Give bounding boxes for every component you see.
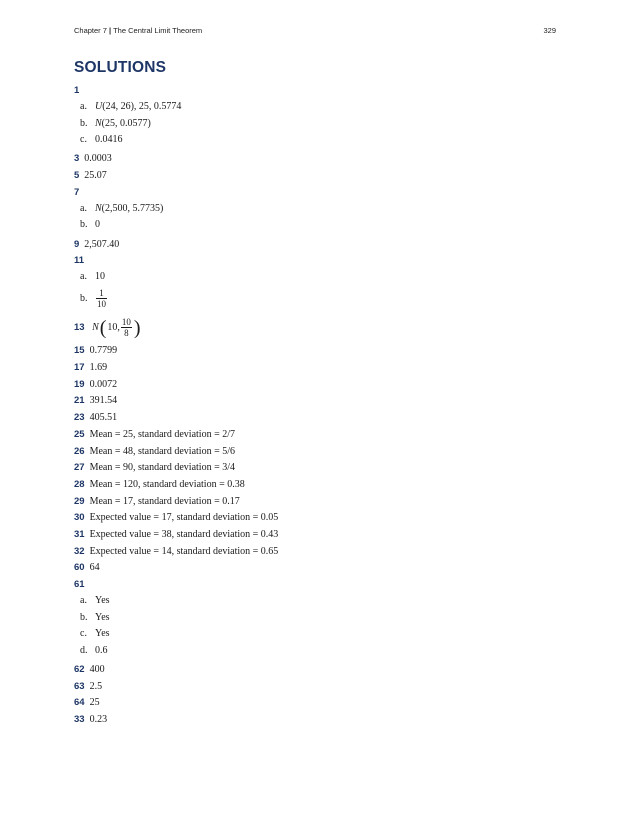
answer-text: (25, 0.0577) xyxy=(101,117,151,129)
solution-7 xyxy=(74,186,554,234)
solution-number: 32 xyxy=(74,545,85,557)
solution-13 xyxy=(74,315,554,341)
solution-number: 7 xyxy=(74,186,80,198)
solution-28 xyxy=(74,478,554,491)
answer-text: Mean = 90, standard deviation = 3/4 xyxy=(89,462,235,474)
solution-9 xyxy=(74,238,554,251)
solution-number: 28 xyxy=(74,478,85,490)
sub-answer xyxy=(74,593,554,610)
answer-text: 0.23 xyxy=(89,714,108,726)
sub-letter: a. xyxy=(80,271,87,283)
fraction xyxy=(96,288,107,309)
solution-number: 30 xyxy=(74,512,85,524)
section-heading: SOLUTIONS xyxy=(74,59,167,76)
sub-answer xyxy=(74,217,554,234)
answer-text: 1.69 xyxy=(89,362,108,374)
solution-number: 25 xyxy=(74,428,85,440)
sub-answer xyxy=(74,132,554,149)
solution-64 xyxy=(74,696,554,709)
answer-text: 391.54 xyxy=(89,395,118,407)
answer-text: 0.0416 xyxy=(95,134,123,146)
solution-32 xyxy=(74,545,554,558)
answer-text: 2.5 xyxy=(89,680,103,692)
sub-letter: b. xyxy=(80,117,88,129)
answer-text: Mean = 25, standard deviation = 2/7 xyxy=(89,428,235,440)
sub-answer xyxy=(74,201,554,218)
answer-text: 10 xyxy=(95,271,105,283)
distribution-symbol: N xyxy=(95,117,102,129)
sub-answer xyxy=(74,99,554,116)
solution-11 xyxy=(74,254,554,311)
solution-number: 3 xyxy=(74,153,80,165)
answer-text: Yes xyxy=(95,611,110,623)
answer-text: 0.6 xyxy=(95,644,108,656)
normal-distribution-expression xyxy=(92,315,142,341)
solution-number: 17 xyxy=(74,362,85,374)
sub-letter: a. xyxy=(80,595,87,606)
right-paren: ) xyxy=(133,316,141,339)
sub-answer xyxy=(74,269,554,286)
solution-60 xyxy=(74,561,554,574)
sub-letter: b. xyxy=(80,219,88,231)
fraction-denominator: 10 xyxy=(97,299,106,310)
answer-text: Yes xyxy=(95,595,110,606)
solution-number: 15 xyxy=(74,345,85,357)
distribution-symbol: U xyxy=(95,101,103,112)
expression-first-arg: 10, xyxy=(107,321,120,333)
answer-text: 64 xyxy=(89,562,100,574)
sub-letter: b. xyxy=(80,293,88,304)
answer-text: Expected value = 17, standard deviation = 0.05 xyxy=(89,512,279,524)
fraction xyxy=(121,317,132,338)
solution-number: 1 xyxy=(74,85,80,96)
solution-5 xyxy=(74,169,554,182)
solution-number: 60 xyxy=(74,562,85,574)
solution-number: 27 xyxy=(74,462,85,474)
sub-letter: c. xyxy=(80,134,87,146)
solution-3 xyxy=(74,152,554,165)
solution-number: 13 xyxy=(74,321,85,333)
solution-26 xyxy=(74,445,554,458)
solution-31 xyxy=(74,528,554,541)
solution-63 xyxy=(74,680,554,693)
answer-text: Yes xyxy=(95,628,110,640)
answer-text: (2,500, 5.7735) xyxy=(101,202,164,214)
page-number: 329 xyxy=(543,26,556,35)
solution-21 xyxy=(74,394,554,407)
answer-text: 405.51 xyxy=(89,412,118,424)
answer-text: 2,507.40 xyxy=(84,238,120,250)
solution-number: 33 xyxy=(74,714,85,726)
answer-text: Mean = 120, standard deviation = 0.38 xyxy=(89,478,245,490)
distribution-symbol: N xyxy=(95,202,102,214)
answer-text: 0.0072 xyxy=(89,378,118,390)
sub-letter: a. xyxy=(80,101,87,112)
solution-number: 64 xyxy=(74,697,85,709)
sub-answer xyxy=(74,116,554,133)
solution-19 xyxy=(74,378,554,391)
answer-text: 0.7799 xyxy=(89,345,118,357)
solution-number: 9 xyxy=(74,238,80,250)
answer-text: 0 xyxy=(95,219,100,231)
answer-text: Mean = 17, standard deviation = 0.17 xyxy=(89,495,240,507)
solution-number: 31 xyxy=(74,528,85,540)
answer-text: Expected value = 14, standard deviation = 0.65 xyxy=(89,545,279,557)
solution-number: 23 xyxy=(74,412,85,424)
solution-23 xyxy=(74,411,554,424)
running-head xyxy=(74,26,556,35)
solution-61 xyxy=(74,578,554,659)
sub-letter: b. xyxy=(80,611,88,623)
sub-answer xyxy=(74,643,554,660)
answer-text: 25.07 xyxy=(84,170,107,182)
solution-number: 26 xyxy=(74,445,85,457)
header-separator: | xyxy=(109,26,112,35)
fraction-numerator: 1 xyxy=(96,288,107,299)
sub-answer xyxy=(74,610,554,627)
answer-text: 0.0003 xyxy=(84,153,112,165)
fraction-numerator: 10 xyxy=(121,317,131,328)
solution-27 xyxy=(74,461,554,474)
solution-62 xyxy=(74,663,554,676)
answer-text: Mean = 48, standard deviation = 5/6 xyxy=(89,445,235,457)
solution-number: 19 xyxy=(74,378,85,390)
solution-29 xyxy=(74,495,554,508)
chapter-label: Chapter 7 xyxy=(74,26,107,35)
fraction-denominator: 8 xyxy=(124,328,129,339)
sub-letter: d. xyxy=(80,644,88,656)
solution-number: 29 xyxy=(74,495,85,507)
chapter-title: The Central Limit Theorem xyxy=(113,26,203,35)
sub-answer xyxy=(74,286,554,311)
solution-15 xyxy=(74,344,554,357)
solution-number: 61 xyxy=(74,579,85,590)
solution-25 xyxy=(74,428,554,441)
sub-letter: a. xyxy=(80,202,87,214)
sub-answer xyxy=(74,626,554,643)
answer-text: (24, 26), 25, 0.5774 xyxy=(102,101,182,112)
solution-number: 5 xyxy=(74,170,80,182)
left-paren: ( xyxy=(99,316,107,339)
solution-number: 21 xyxy=(74,395,85,407)
distribution-symbol: N xyxy=(92,321,99,333)
solutions-list xyxy=(74,84,554,730)
solution-number: 11 xyxy=(74,255,85,267)
solution-number: 63 xyxy=(74,680,85,692)
solution-number: 62 xyxy=(74,664,85,676)
answer-text: 400 xyxy=(89,664,105,676)
answer-text: 25 xyxy=(89,697,100,709)
solution-33 xyxy=(74,713,554,726)
sub-letter: c. xyxy=(80,628,87,640)
solution-17 xyxy=(74,361,554,374)
solution-1 xyxy=(74,84,554,149)
solution-30 xyxy=(74,511,554,524)
answer-text: Expected value = 38, standard deviation = 0.43 xyxy=(89,528,279,540)
